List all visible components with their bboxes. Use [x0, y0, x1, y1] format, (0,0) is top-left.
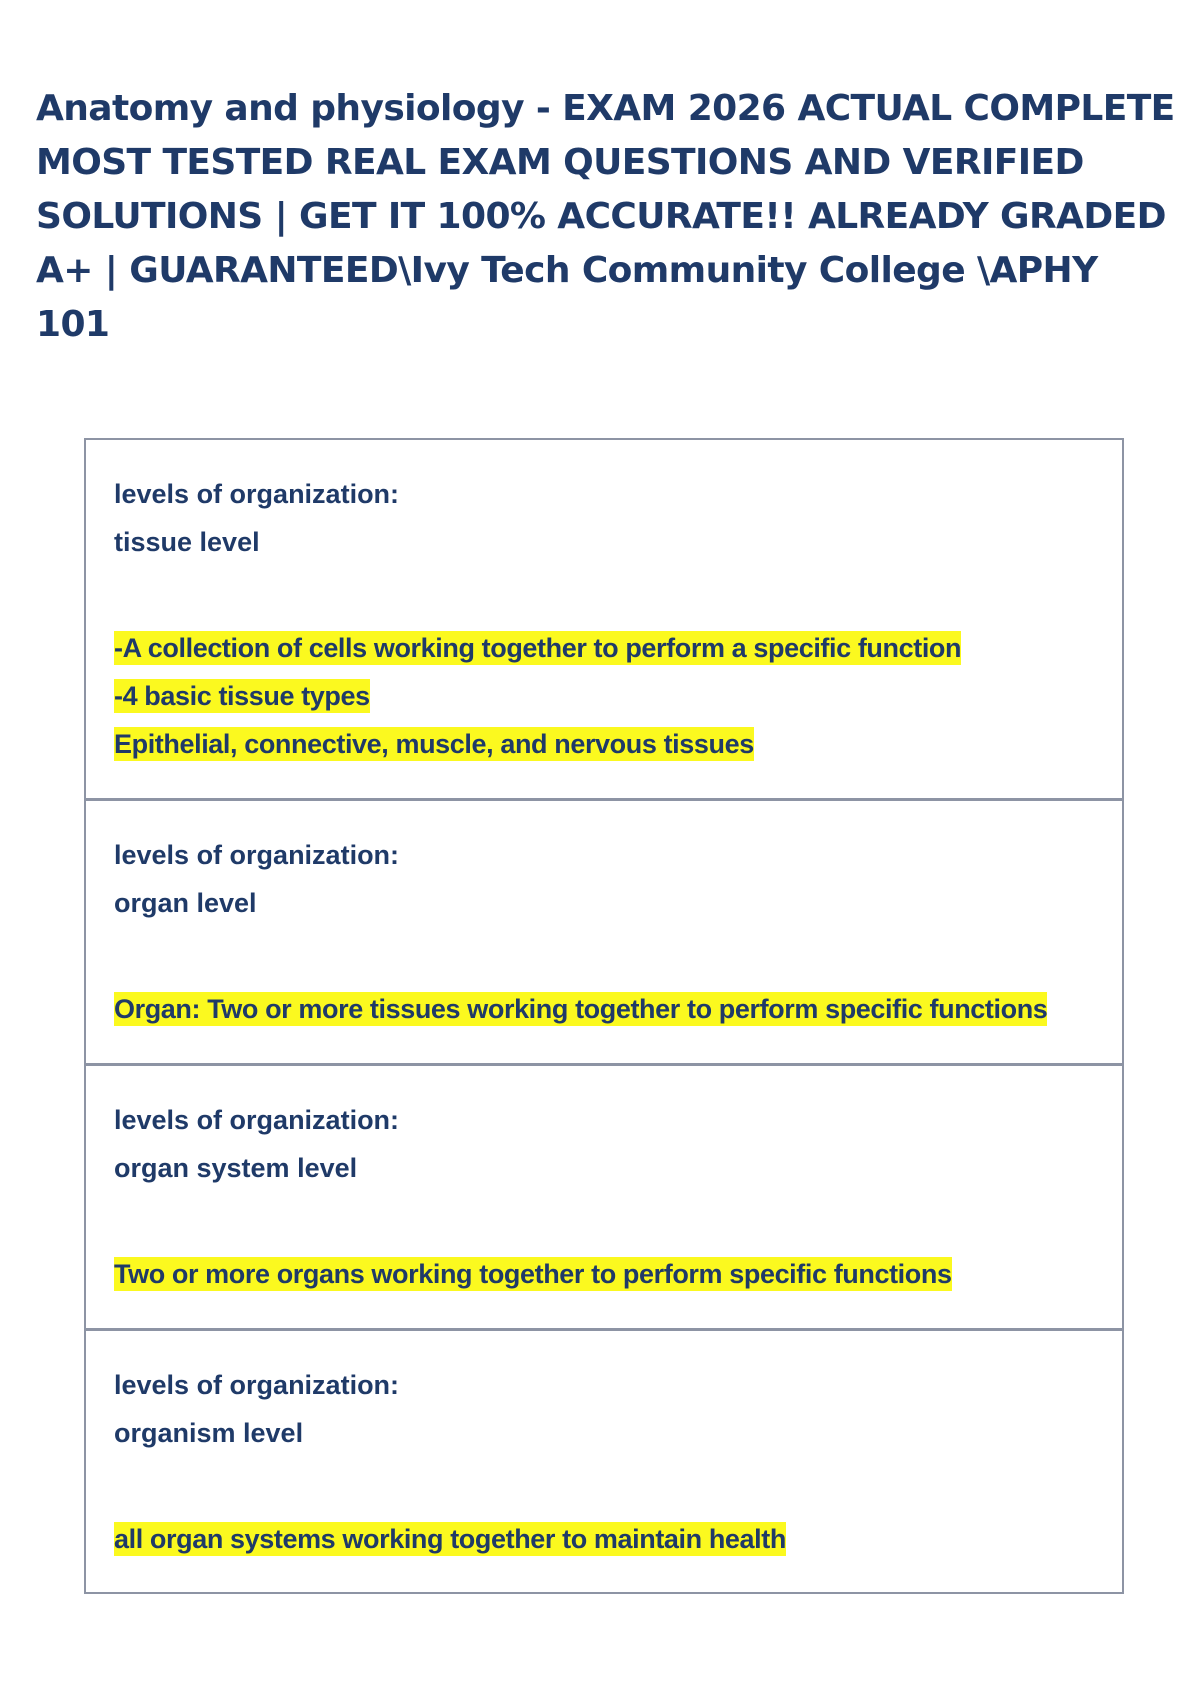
- card-term-prefix: levels of organization:: [114, 479, 400, 509]
- card-answer: [114, 985, 1094, 1033]
- answer-line: Two or more organs working together to perform specific functions: [114, 1259, 952, 1289]
- flashcard-organ-level: [86, 798, 1122, 1063]
- answer-line: -4 basic tissue types: [114, 681, 370, 711]
- flashcard-organ-system-level: [86, 1063, 1122, 1328]
- answer-line: -A collection of cells working together to perform a specific function: [114, 633, 962, 663]
- answer-line: all organ systems working together to maintain health: [114, 1524, 786, 1554]
- card-answer: [114, 1515, 1094, 1563]
- card-term-prefix: levels of organization:: [114, 1370, 400, 1400]
- answer-line: Organ: Two or more tissues working together to perform specific functions: [114, 994, 1048, 1024]
- flashcard-table: [84, 438, 1124, 1594]
- card-term-prefix: levels of organization:: [114, 1105, 400, 1135]
- card-term: organ system level: [114, 1153, 358, 1183]
- card-term: tissue level: [114, 527, 260, 557]
- flashcard-organism-level: [86, 1328, 1122, 1592]
- card-term-prefix: levels of organization:: [114, 840, 400, 870]
- card-answer: [114, 1250, 1094, 1298]
- page-title: Anatomy and physiology - EXAM 2026 ACTUAL COMPLETE MOST TESTED REAL EXAM QUESTIONS AND VERIFIED SOLUTIONS | GET IT 100% ACCURATE!! ALREADY GRADED A+ | GUARANTEED\Ivy Tech Community College \APHY 101: [36, 88, 1175, 345]
- card-answer: [114, 624, 1094, 768]
- card-term: organ level: [114, 888, 257, 918]
- flashcard-tissue-level: [86, 440, 1122, 798]
- card-term: organism level: [114, 1418, 304, 1448]
- answer-line: Epithelial, connective, muscle, and nervous tissues: [114, 729, 754, 759]
